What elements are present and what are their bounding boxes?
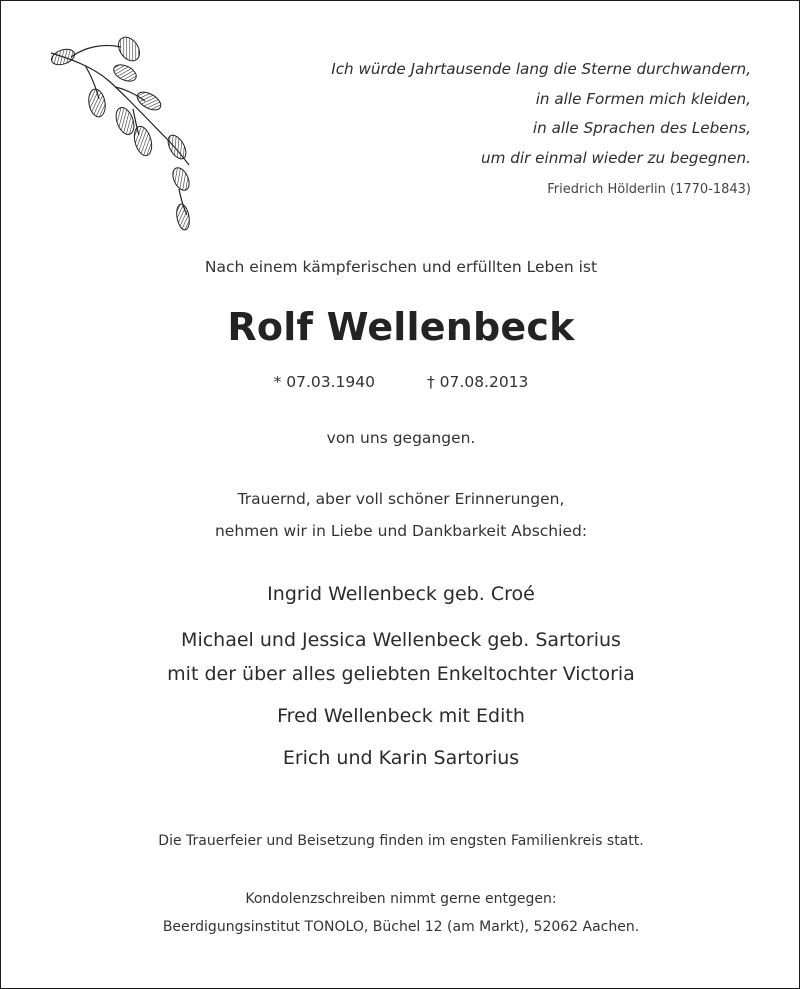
death-date: † 07.08.2013 [427,373,529,391]
quote-line: in alle Formen mich kleiden, [535,89,751,108]
birch-branch-icon [41,29,201,244]
mourning-line: Trauernd, aber voll schöner Erinnerungen, [237,490,565,508]
intro-text: Nach einem kämpferischen und erfüllten Leben ist [204,258,598,276]
family-member: Ingrid Wellenbeck geb. Croé [267,583,535,605]
life-dates [1,373,800,391]
family-member [1,623,800,691]
condolence-info [1,885,800,941]
funeral-notice: Die Trauerfeier und Beisetzung finden im engsten Familienkreis statt. [158,833,644,849]
condolence-address: Beerdigungsinstitut TONOLO, Büchel 12 (am Markt), 52062 Aachen. [162,919,640,935]
family-member: Erich und Karin Sartorius [282,747,520,769]
quote [331,55,751,173]
quote-line: Ich würde Jahrtausende lang die Sterne durchwandern, [331,60,751,78]
family-member-line: mit der über alles geliebten Enkeltochter Victoria [167,663,635,685]
mourning-text [1,483,800,547]
quote-line: in alle Sprachen des Lebens, [532,119,751,137]
quote-attribution: Friedrich Hölderlin (1770-1843) [547,182,751,197]
quote-line: um dir einmal wieder zu begegnen. [480,148,751,167]
birth-date: * 07.03.1940 [273,373,375,391]
mourning-line: nehmen wir in Liebe und Dankbarkeit Abschied: [214,522,588,540]
deceased-name: Rolf Wellenbeck [227,305,575,349]
passed-away-text: von uns gegangen. [326,429,476,447]
family-member-line: Michael und Jessica Wellenbeck geb. Sartorius [181,629,621,651]
condolence-line: Kondolenzschreiben nimmt gerne entgegen: [245,891,557,907]
family-member: Fred Wellenbeck mit Edith [277,705,525,727]
